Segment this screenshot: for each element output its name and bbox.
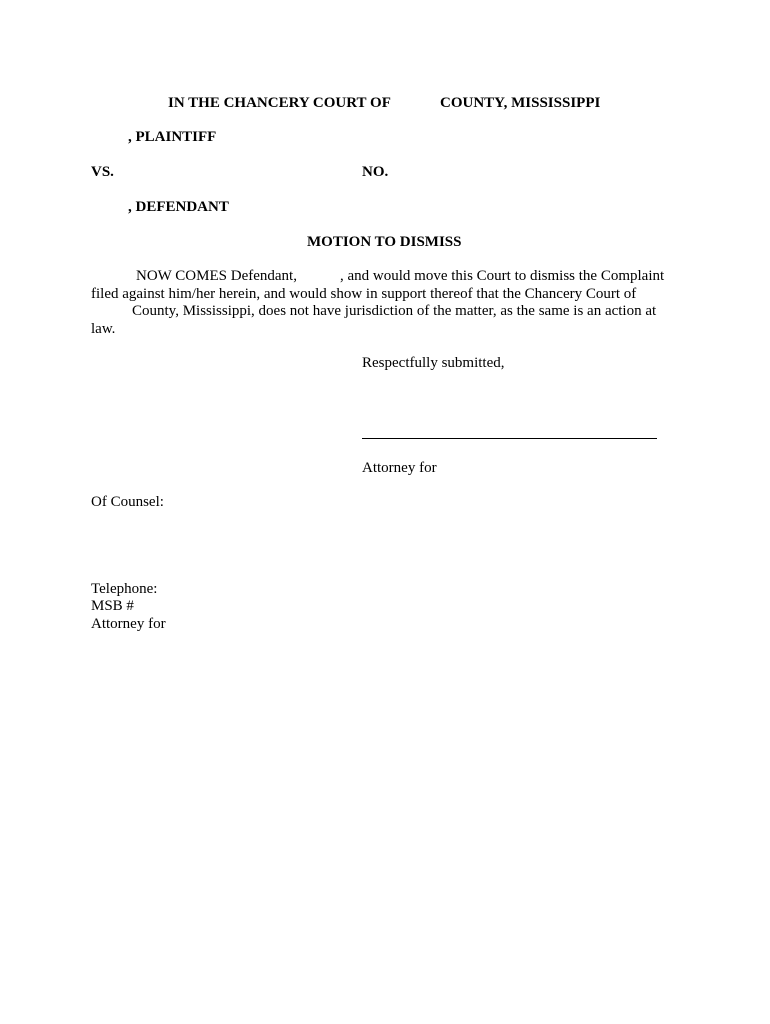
versus-label: VS. (91, 164, 114, 180)
court-county-suffix: COUNTY, MISSISSIPPI (440, 95, 601, 111)
signature-attorney-for: Attorney for (362, 460, 437, 476)
case-number-label: NO. (362, 164, 389, 180)
body-line-4: law. (91, 321, 116, 337)
document-title: MOTION TO DISMISS (307, 234, 462, 250)
defendant-label: , DEFENDANT (128, 199, 229, 215)
msb-label: MSB # (91, 598, 134, 614)
plaintiff-label: , PLAINTIFF (128, 129, 217, 145)
closing-text: Respectfully submitted, (362, 355, 505, 371)
body-line-2: filed against him/her herein, and would show in support thereof that the Chancery Court of (91, 286, 637, 302)
body-line-3: County, Mississippi, does not have jurisdiction of the matter, as the same is an action at (132, 303, 657, 319)
signature-line (362, 438, 657, 439)
body-line-1-end: , and would move this Court to dismiss the Complaint (340, 268, 665, 284)
telephone-label: Telephone: (91, 581, 158, 597)
court-name-prefix: IN THE CHANCERY COURT OF (168, 95, 391, 111)
of-counsel-label: Of Counsel: (91, 494, 164, 510)
body-line-1-start: NOW COMES Defendant, (136, 268, 297, 284)
counsel-attorney-for: Attorney for (91, 616, 166, 632)
